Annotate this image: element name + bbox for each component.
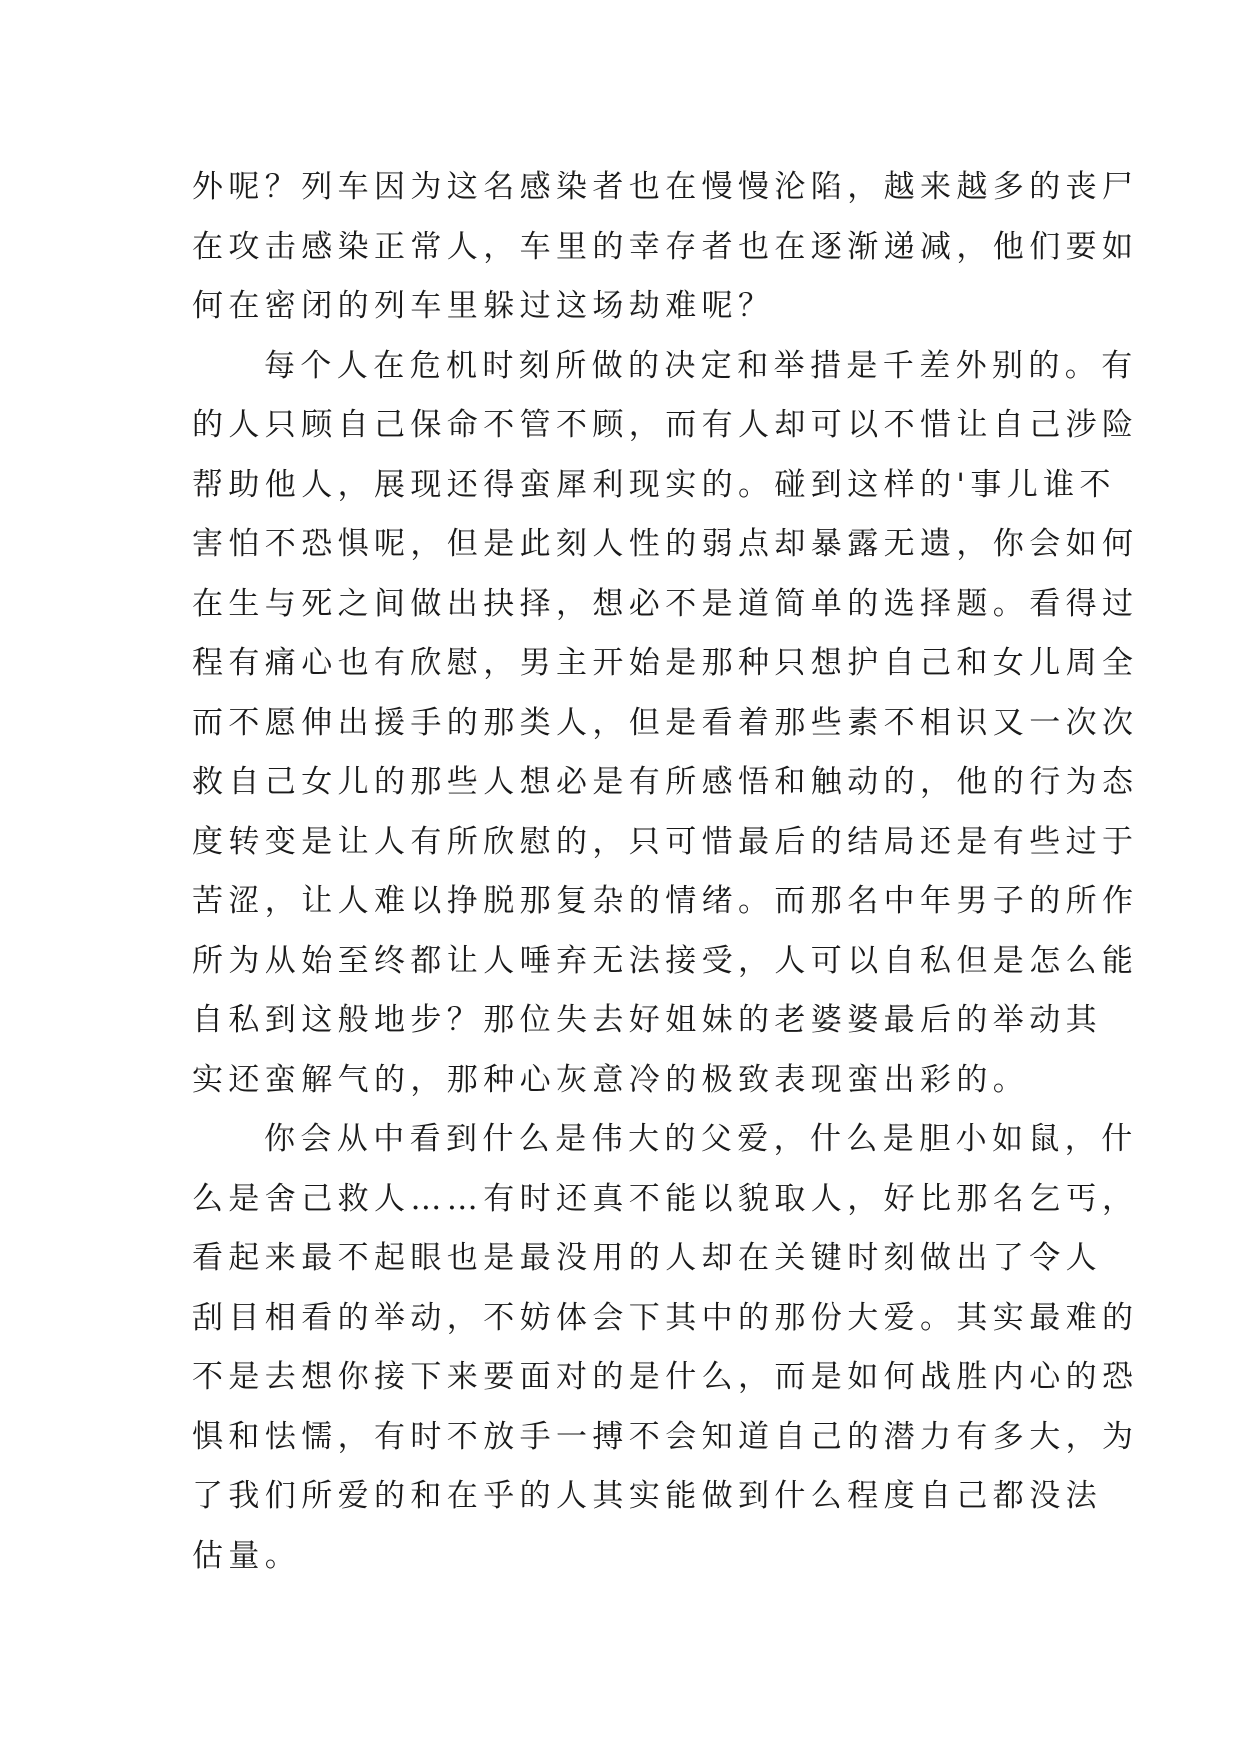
paragraph-line: 刮目相看的举动，不妨体会下其中的那份大爱。其实最难的 (192, 1299, 1139, 1336)
paragraph-line: 外呢？列车因为这名感染者也在慢慢沦陷，越来越多的丧尸 (192, 169, 1139, 205)
paragraph-3 (192, 1110, 1139, 1586)
paragraph-line: 害怕不恐惧呢，但是此刻人性的弱点却暴露无遗，你会如何 (192, 526, 1139, 562)
paragraph-line: 不是去想你接下来要面对的是什么，而是如何战胜内心的恐 (192, 1359, 1139, 1395)
paragraph-line: 程有痛心也有欣慰，男主开始是那种只想护自己和女儿周全 (192, 645, 1139, 681)
paragraph-line: 帮助他人，展现还得蛮犀利现实的。碰到这样的'事儿谁不 (192, 466, 1116, 503)
paragraph-line: 看起来最不起眼也是最没用的人却在关键时刻做出了令人 (192, 1240, 1102, 1276)
paragraph-line: 么是舍己救人……有时还真不能以貌取人，好比那名乞丐， (192, 1180, 1139, 1217)
paragraph-2 (192, 337, 1139, 1111)
paragraph-line: 了我们所爱的和在乎的人其实能做到什么程度自己都没法 (192, 1478, 1102, 1514)
paragraph-line: 估量。 (192, 1537, 302, 1574)
paragraph-line: 救自己女儿的那些人想必是有所感悟和触动的，他的行为态 (192, 764, 1139, 800)
paragraph-line: 所为从始至终都让人唾弃无法接受，人可以自私但是怎么能 (192, 942, 1139, 979)
paragraph-line: 何在密闭的列车里躲过这场劫难呢？ (192, 288, 775, 324)
paragraph-line: 在生与死之间做出抉择，想必不是道简单的选择题。看得过 (192, 585, 1139, 622)
paragraph-line: 实还蛮解气的，那种心灰意冷的极致表现蛮出彩的。 (192, 1061, 1030, 1098)
paragraph-line: 你会从中看到什么是伟大的父爱，什么是胆小如鼠，什 (264, 1121, 1138, 1157)
document-body (192, 158, 1139, 1586)
paragraph-1 (192, 158, 1139, 337)
paragraph-line: 苦涩，让人难以挣脱那复杂的情绪。而那名中年男子的所作 (192, 883, 1139, 919)
paragraph-line: 自私到这般地步？那位失去好姐妹的老婆婆最后的举动其 (192, 1002, 1102, 1038)
paragraph-line: 而不愿伸出援手的那类人，但是看着那些素不相识又一次次 (192, 704, 1139, 741)
paragraph-line: 度转变是让人有所欣慰的，只可惜最后的结局还是有些过于 (192, 823, 1139, 860)
paragraph-line: 惧和怯懦，有时不放手一搏不会知道自己的潜力有多大，为 (192, 1418, 1139, 1455)
paragraph-line: 在攻击感染正常人，车里的幸存者也在逐渐递减，他们要如 (192, 228, 1139, 265)
paragraph-line: 的人只顾自己保命不管不顾，而有人却可以不惜让自己涉险 (192, 407, 1139, 443)
paragraph-line: 每个人在危机时刻所做的决定和举措是千差外别的。有 (264, 347, 1138, 384)
